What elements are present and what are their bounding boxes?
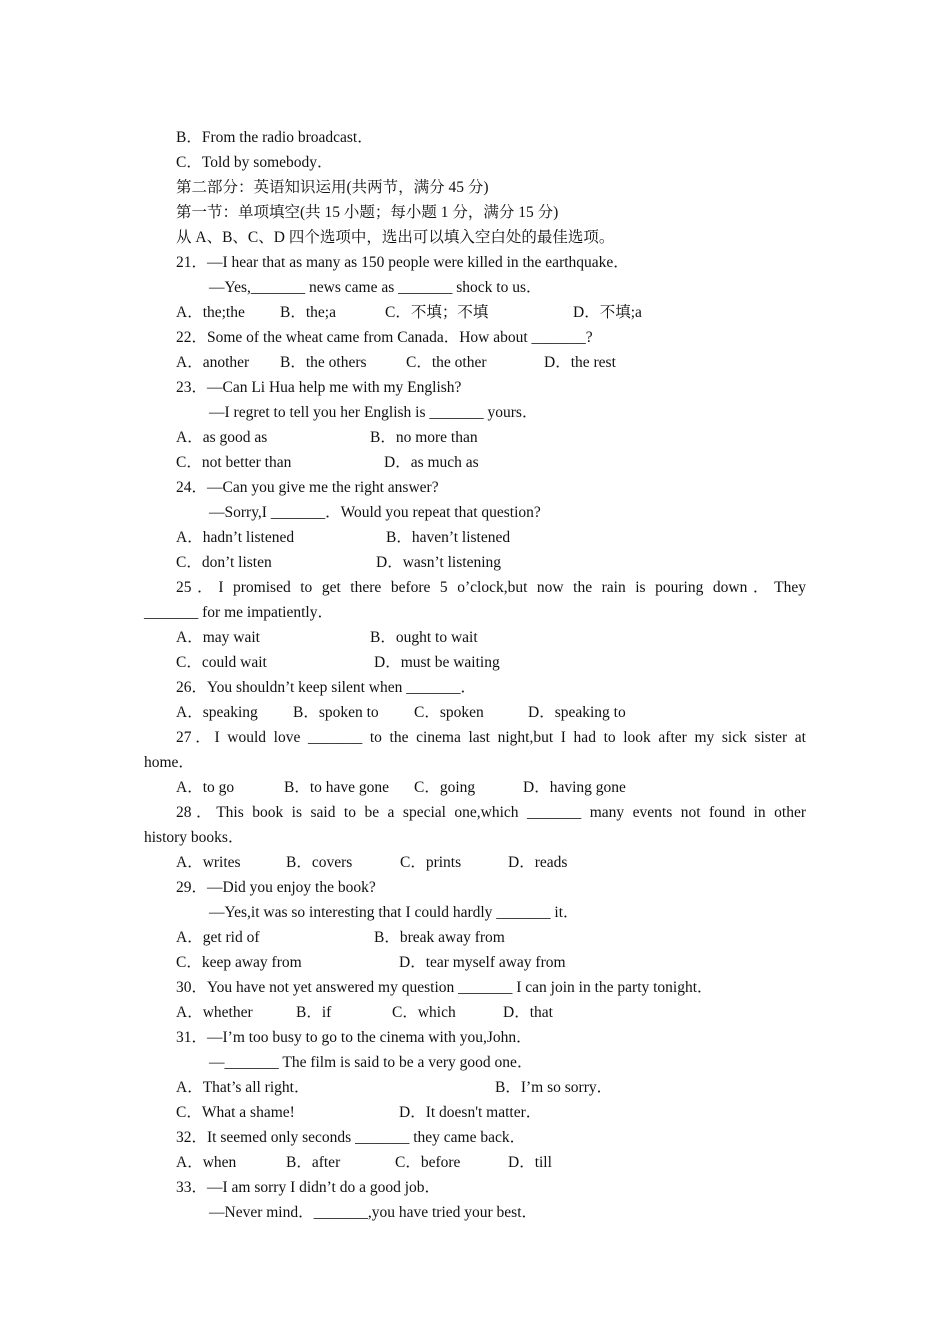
option-a: A．as good as (176, 429, 268, 446)
option-b: B．haven’t listened (386, 529, 511, 546)
option-a: A．another (176, 354, 250, 371)
option-c: C．don’t listen (176, 554, 272, 571)
option-b: B．I’m so sorry． (495, 1079, 613, 1096)
question-32-stem: 32．It seemed only seconds _______ they came back． (176, 1129, 526, 1146)
question-28-stem: 28．This book is said to be a special one,which _______ many events not found in other (176, 804, 806, 821)
question-33-stem-reply: —Never mind．_______,you have tried your best． (209, 1204, 538, 1221)
option-a: A．when (176, 1154, 237, 1171)
option-b: B．covers (286, 854, 353, 871)
question-23-stem-reply: —I regret to tell you her English is _______ yours． (209, 404, 538, 421)
question-26-options (144, 700, 806, 725)
question-31-stem-reply: —_______ The film is said to be a very good one． (209, 1054, 533, 1071)
question-33-stem: 33．—I am sorry I didn’t do a good job． (176, 1179, 441, 1196)
option-b: B．break away from (374, 929, 505, 946)
question-21-options (144, 300, 806, 325)
question-24-stem-reply: —Sorry,I _______．Would you repeat that question? (209, 504, 541, 521)
option-line: B．From the radio broadcast． (176, 129, 373, 146)
option-a: A．get rid of (176, 929, 260, 946)
question-29-stem: 29．—Did you enjoy the book? (176, 879, 376, 896)
question-22-options (144, 350, 806, 375)
option-d: D．speaking to (528, 704, 626, 721)
question-31-stem: 31．—I’m too busy to go to the cinema with you,John． (176, 1029, 532, 1046)
question-22-stem: 22．Some of the wheat came from Canada．How about _______? (176, 329, 593, 346)
subsection-heading: 第一节：单项填空(共 15 小题；每小题 1 分，满分 15 分) (176, 204, 559, 221)
instructions: 从 A、B、C、D 四个选项中，选出可以填入空白处的最佳选项。 (176, 229, 615, 246)
question-27-stem: 27．I would love _______ to the cinema last night,but I had to look after my sick sister at (176, 729, 806, 746)
option-b: B．if (296, 1004, 332, 1021)
option-d: D．having gone (523, 779, 626, 796)
question-29-stem-reply: —Yes,it was so interesting that I could hardly _______ it． (209, 904, 579, 921)
question-30-options (144, 1000, 806, 1025)
question-27-stem-cont: home． (144, 754, 194, 771)
question-25-options-ab (144, 625, 806, 650)
question-28-options (144, 850, 806, 875)
option-a: A．writes (176, 854, 241, 871)
question-31-options-cd (144, 1100, 806, 1125)
option-c: C．What a shame! (176, 1104, 295, 1121)
document-content (144, 125, 806, 1225)
option-d: D．the rest (544, 354, 616, 371)
option-c: C．before (395, 1154, 461, 1171)
question-26-stem: 26．You shouldn’t keep silent when _______． (176, 679, 476, 696)
option-a: A．to go (176, 779, 235, 796)
section-heading: 第二部分：英语知识运用(共两节，满分 45 分) (176, 179, 489, 196)
question-25-options-cd (144, 650, 806, 675)
option-c: C．the other (406, 354, 487, 371)
option-b: B．spoken to (293, 704, 379, 721)
option-d: D．that (503, 1004, 553, 1021)
question-31-options-ab (144, 1075, 806, 1100)
option-d: D．It doesn't matter． (399, 1104, 542, 1121)
question-24-stem: 24．—Can you give me the right answer? (176, 479, 439, 496)
option-a: A．hadn’t listened (176, 529, 295, 546)
option-a: A．That’s all right． (176, 1079, 310, 1096)
question-29-options-cd (144, 950, 806, 975)
question-27-options (144, 775, 806, 800)
option-d: D．must be waiting (374, 654, 500, 671)
question-23-stem: 23．—Can Li Hua help me with my English? (176, 379, 462, 396)
question-23-options-cd (144, 450, 806, 475)
option-b: B．to have gone (284, 779, 390, 796)
question-32-options (144, 1150, 806, 1175)
question-24-options-ab (144, 525, 806, 550)
option-c: C．spoken (414, 704, 484, 721)
option-c: C．prints (400, 854, 462, 871)
option-b: B．the;a (280, 304, 336, 321)
option-c: C．going (414, 779, 476, 796)
option-c: C．which (392, 1004, 456, 1021)
question-21-stem-reply: —Yes,_______ news came as _______ shock to us． (209, 279, 542, 296)
option-c: C．could wait (176, 654, 267, 671)
option-c: C．keep away from (176, 954, 302, 971)
option-d: D．wasn’t listening (376, 554, 501, 571)
question-25-stem: 25．I promised to get there before 5 o’clock,but now the rain is pouring down．They (176, 579, 806, 596)
option-line: C．Told by somebody． (176, 154, 333, 171)
option-d: D．as much as (384, 454, 479, 471)
option-c: C．not better than (176, 454, 292, 471)
option-a: A．speaking (176, 704, 258, 721)
question-30-stem: 30．You have not yet answered my question _______ I can join in the party tonight． (176, 979, 713, 996)
question-24-options-cd (144, 550, 806, 575)
option-a: A．may wait (176, 629, 260, 646)
option-c: C．不填；不填 (385, 304, 489, 321)
option-d: D．till (508, 1154, 552, 1171)
question-25-stem-cont: _______ for me impatiently． (144, 604, 333, 621)
option-b: B．the others (280, 354, 367, 371)
option-a: A．the;the (176, 304, 245, 321)
question-29-options-ab (144, 925, 806, 950)
option-b: B．no more than (370, 429, 478, 446)
question-23-options-ab (144, 425, 806, 450)
option-a: A．whether (176, 1004, 253, 1021)
option-b: B．after (286, 1154, 341, 1171)
option-d: D．不填;a (573, 304, 642, 321)
question-21-stem: 21．—I hear that as many as 150 people were killed in the earthquake． (176, 254, 629, 271)
question-28-stem-cont: history books． (144, 829, 244, 846)
option-d: D．reads (508, 854, 568, 871)
option-d: D．tear myself away from (399, 954, 566, 971)
option-b: B．ought to wait (370, 629, 478, 646)
